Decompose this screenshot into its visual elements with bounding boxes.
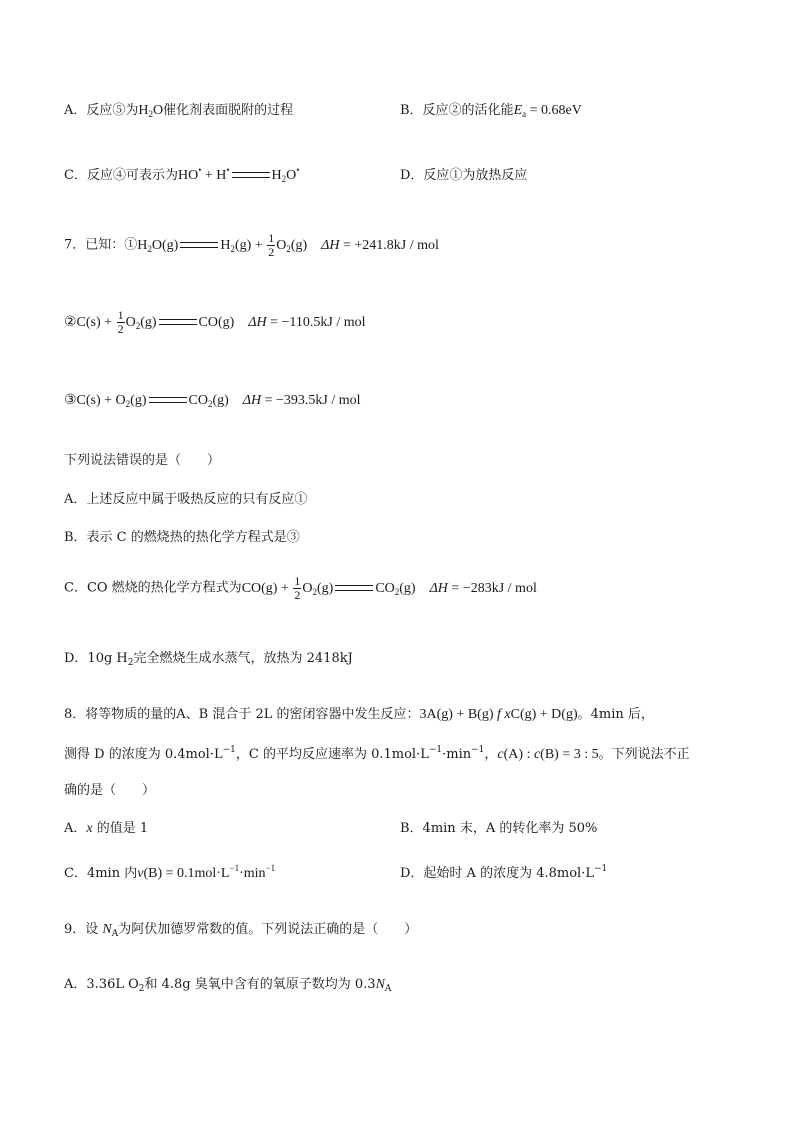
q7-question: 下列说法错误的是（ ） bbox=[64, 453, 221, 468]
q8-stem-line-1: 8．将等物质的量的A、B 混合于 2L 的密闭容器中发生反应：3A(g) + B(g) f xC(g) + D(g)。4min 后， bbox=[64, 707, 654, 722]
q6-option-d: D．反应①为放热反应 bbox=[400, 168, 528, 183]
q8-option-a: A．x 的值是 1 bbox=[64, 821, 149, 836]
q7-equation-2: ②C(s) + $\frac{1}{2}$ $O_2(g)$ CO(g) ΔH = −110.5kJ / mol bbox=[64, 308, 366, 336]
q9-stem: 9．设 $N_A$为阿伏加德罗常数的值。下列说法正确的是（ ） bbox=[64, 922, 418, 939]
double-line-equals bbox=[180, 242, 218, 248]
q8-option-d: D．起始时 A 的浓度为 $4.8mol\cdot L^{-1}$ bbox=[400, 864, 608, 881]
q8-stem-line-3: 确的是（ ） bbox=[64, 783, 156, 798]
double-line-equals bbox=[149, 397, 187, 403]
q6-option-a: A．反应⑤为$H_2O$催化剂表面脱附的过程 bbox=[64, 103, 294, 119]
q6-option-c: C．反应④可表示为HO• + H• $H_2O^•$ bbox=[64, 165, 300, 184]
fraction: $\frac{1}{2}$ bbox=[268, 231, 275, 259]
double-line-equals bbox=[335, 585, 373, 591]
q8-stem-line-2: 测得 D 的浓度为 $0.4mol\cdot L^{-1}$，C 的平均反应速率为 $0.1mol\cdot L^{-1}\cdot\min^{-1}$，c(A) : c(B) = 3 : 5。下列说法不正 bbox=[64, 745, 690, 762]
fraction: $\frac{1}{2}$ bbox=[117, 308, 124, 336]
double-line-equals bbox=[232, 172, 270, 178]
q6-option-b: B．反应②的活化能$E_a = 0.68eV$ bbox=[400, 103, 582, 119]
q8-option-c: C．4min 内$v(B) = 0.1mol\cdot L^{-1}\cdot\min^{-1}$ bbox=[64, 863, 276, 881]
q7-equation-1: 7．已知：$①H_2O(g) H_2(g)$ + $\frac{1}{2}$ $O_2(g)$ ΔH = +241.8kJ / mol bbox=[64, 231, 439, 259]
double-line-equals bbox=[159, 319, 197, 325]
q9-option-a: A．3.36L $O_2$和 4.8g 臭氧中含有的氧原子数均为 $0.3N_A$ bbox=[64, 977, 392, 994]
q7-equation-3: ③C(s) + $O_2(g)$ $CO_2(g)$ ΔH = −393.5kJ / mol bbox=[64, 393, 361, 409]
q7-option-b: B．表示 C 的燃烧热的热化学方程式是③ bbox=[64, 530, 300, 545]
q7-option-a: A．上述反应中属于吸热反应的只有反应① bbox=[64, 492, 308, 507]
fraction: $\frac{1}{2}$ bbox=[294, 574, 301, 602]
q8-option-b: B．4min 末，A 的转化率为 50% bbox=[400, 821, 598, 836]
q7-option-d: D．10g $H_2$完全燃烧生成水蒸气，放热为 2418kJ bbox=[64, 651, 353, 668]
q7-option-c: C．CO 燃烧的热化学方程式为CO(g) + $\frac{1}{2}$ $O_2(g)$ $CO_2(g)$ ΔH = −283kJ / mol bbox=[64, 574, 537, 602]
